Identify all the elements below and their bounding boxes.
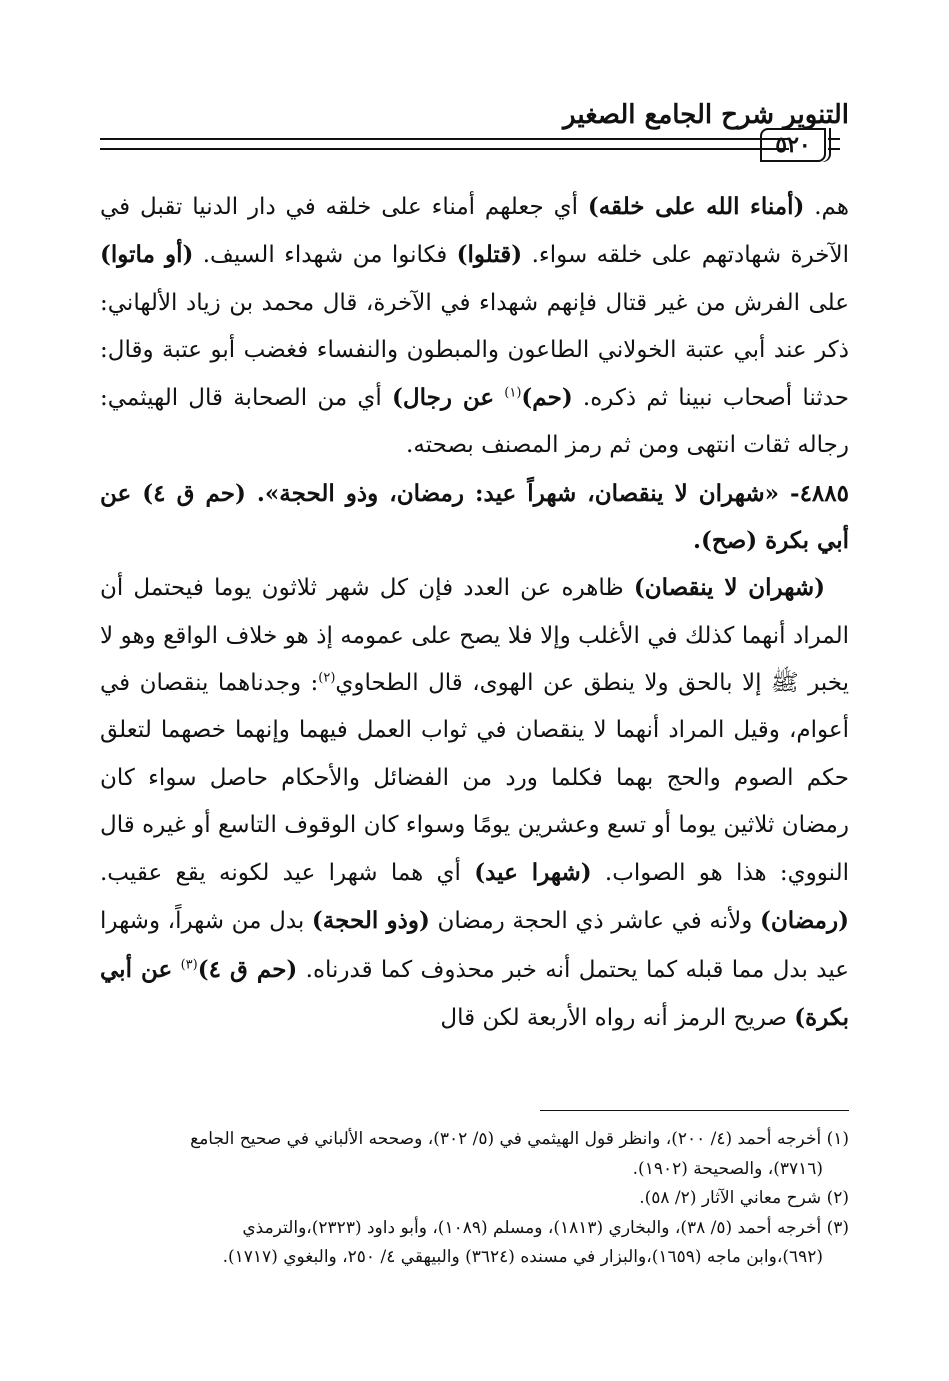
- bold-term: (أمناء الله على خلقه): [587, 193, 805, 220]
- hadith-4885: ٤٨٨٥- «شهران لا ينقصان، شهراً عيد: رمضان، وذو الحجة». (حم ق ٤) عن أبي بكرة (صح).: [100, 479, 849, 555]
- text-run: أي من الصحابة قال الهيثمي: رجاله ثقات انتهى ومن ثم رمز المصنف بصحته.: [100, 385, 849, 459]
- footnote-separator: [540, 1110, 849, 1111]
- bold-term: (أو ماتوا): [100, 241, 194, 269]
- paragraph-commentary-1: [100, 183, 849, 470]
- page-number: ٥٢٠: [760, 128, 826, 162]
- bold-term: عن أبي بكرة): [100, 955, 849, 1032]
- bold-term: (شهران لا ينقصان): [633, 574, 825, 602]
- bold-term: (رمضان): [759, 907, 849, 935]
- text-run: صريح الرمز أنه رواه الأربعة لكن قال: [440, 1005, 795, 1032]
- main-text: [100, 183, 849, 1042]
- text-run: ظاهره عن العدد فإن كل شهر ثلاثون يوما فيحتمل أن المراد أنهما كذلك في الأغلب وإلا فلا يصح على عمومه إذ هو خلاف الواقع وهو لا يخبر ﷺ إلا بالحق ولا ينطق عن الهوى، قال الطحاوي: [100, 575, 849, 696]
- text-run: أي جعلهم أمناء على خلقه في دار الدنيا تقبل في الآخرة شهادتهم على خلقه سواء.: [100, 194, 849, 269]
- footnote-ref: (١): [504, 385, 522, 401]
- bold-term: عن رجال): [392, 384, 495, 412]
- text-run: على الفرش من غير قتال فإنهم شهداء في الآخرة، قال محمد بن زياد الألهاني: ذكر عند أبي عتبة الخولاني الطاعون والمبطون والنفساء فغضب أبو عتبة وقال: حدثنا أصحاب نبينا ثم ذكره.: [100, 289, 849, 412]
- bold-term: (شهرا عيد): [474, 859, 592, 887]
- text-run: بدل من شهراً، وشهرا عيد بدل مما قبله كما يحتمل أنه خبر محذوف كما قدرناه.: [100, 908, 849, 983]
- paragraph-commentary-2: [100, 564, 849, 1042]
- text-run: : وجدناهما ينقصان في أعوام، وقيل المراد أنهما لا ينقصان في ثواب العمل فيهما وإنهما خصهما لتعلق حكم الصوم والحج بهما فكلما ورد من الفضائل والأحكام حاصل سواء كان رمضان ثلاثين يوما أو تسع وعشرين يومًا وسواء كان الوقوف التاسع أو غيره قال النووي: هذا هو الصواب.: [100, 669, 849, 887]
- footnote-1-continued: (٣٧١٦)، والصحيحة (١٩٠٢).: [632, 1158, 823, 1179]
- footnote-3-continued: (٦٩٢)،وابن ماجه (١٦٥٩)،والبزار في مسنده (٣٦٢٤) والبيهقي ٤/ ٢٥٠، والبغوي (١٧١٧).: [222, 1247, 823, 1267]
- footnote-3: (٣) أخرجه أحمد (٥/ ٣٨)، والبخاري (١٨١٣)، ومسلم (١٠٨٩)، وأبو داود (٢٣٢٣)،والترمذي: [242, 1217, 849, 1238]
- footnotes: [100, 1125, 849, 1273]
- footnote-ref: (٣): [180, 957, 198, 973]
- bold-term: (وذو الحجة): [311, 907, 430, 935]
- bold-term: (قتلوا): [456, 241, 523, 269]
- text-run: ولأنه في عاشر ذي الحجة رمضان: [429, 908, 760, 935]
- footnote-1: (١) أخرجه أحمد (٤/ ٢٠٠)، وانظر قول الهيثمي في (٥/ ٣٠٢)، وصححه الألباني في صحيح الجامع: [190, 1129, 849, 1149]
- footnote-ref: (٢): [318, 670, 336, 686]
- text-run: [172, 957, 180, 983]
- text-run: [494, 385, 504, 411]
- bold-term: (حم): [521, 384, 573, 412]
- text-run: أي هما شهرا عيد لكونه يقع عقيب.: [100, 860, 475, 887]
- bold-term: (حم ق ٤): [197, 955, 298, 983]
- footnote-2: (٢) شرح معاني الآثار (٢/ ٥٨).: [639, 1188, 849, 1208]
- header-rule: [100, 138, 789, 150]
- header-rule-right: [828, 138, 840, 150]
- text-run: فكانوا من شهداء السيف.: [193, 242, 457, 269]
- text-run: هم.: [804, 194, 849, 220]
- running-title: التنوير شرح الجامع الصغير: [563, 100, 849, 130]
